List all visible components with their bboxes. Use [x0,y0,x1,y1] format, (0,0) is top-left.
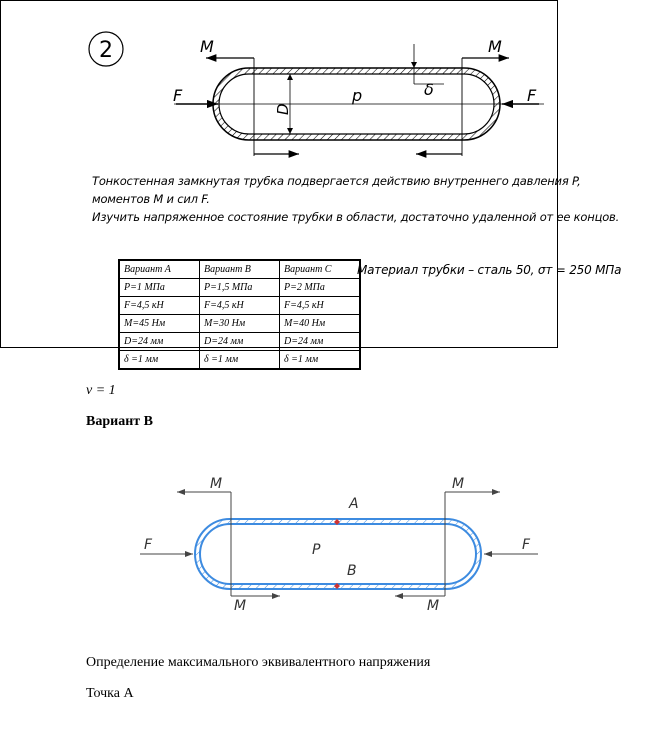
table-row [119,333,360,351]
task-number: 2 [99,38,113,63]
task-description-line: моментов M и сил F. [92,192,210,206]
variants-table [118,259,361,370]
table-cell: δ =1 мм [200,351,280,370]
variant-heading: Вариант B [86,414,153,429]
diameter-label: D [274,103,292,115]
table-header: Вариант A [119,260,200,279]
moment-label-right: M [488,37,502,56]
tube-inner-blue [200,524,476,584]
moment-label-right: M [452,476,465,492]
table-cell: F=4,5 кН [200,297,280,315]
variant-b-diagram [130,468,550,618]
material-note: Материал трубки – сталь 50, σт = 250 МПа [357,263,622,277]
table-cell: P=1,5 МПа [200,279,280,297]
table-cell: P=1 МПа [119,279,200,297]
force-label-right: F [522,537,531,553]
point-a-label: A [349,496,359,512]
table-cell: δ =1 мм [280,351,361,370]
table-row [119,279,360,297]
force-label-left: F [144,537,153,553]
pressure-label: p [352,86,363,105]
moment-label-left: M [200,37,214,56]
thickness-label: δ [424,80,434,99]
task-description-line: Изучить напряженное состояние трубки в области, достаточно удаленной от ее концов. [92,210,620,224]
table-header: Вариант B [200,260,280,279]
table-cell: D=24 мм [200,333,280,351]
section-title: Определение максимального эквивалентного напряжения [86,655,431,670]
table-row [119,315,360,333]
table-cell: M=40 Нм [280,315,361,333]
moment-label-bottom-left: M [234,598,247,614]
task-description [92,172,637,226]
force-label-right: F [527,86,537,105]
force-label-left: F [173,86,183,105]
table-cell: D=24 мм [280,333,361,351]
point-b-label: B [347,563,357,579]
table-cell: D=24 мм [119,333,200,351]
table-header: Вариант C [280,260,361,279]
poisson-line: ν = 1 [86,383,116,398]
tube-drawing [84,22,642,182]
table-row [119,297,360,315]
point-label: Точка А [86,686,134,701]
table-cell: P=2 МПа [280,279,361,297]
moment-label-bottom-right: M [427,598,440,614]
pressure-label: P [312,542,321,558]
table-cell: F=4,5 кН [119,297,200,315]
moment-label-left: M [210,476,223,492]
table-row [119,260,360,279]
table-cell: δ =1 мм [119,351,200,370]
table-row [119,351,360,370]
table-cell: M=30 Нм [200,315,280,333]
task-description-line: Тонкостенная замкнутая трубка подвергается действию внутреннего давления P, [92,174,581,188]
table-cell: M=45 Нм [119,315,200,333]
table-cell: F=4,5 кН [280,297,361,315]
